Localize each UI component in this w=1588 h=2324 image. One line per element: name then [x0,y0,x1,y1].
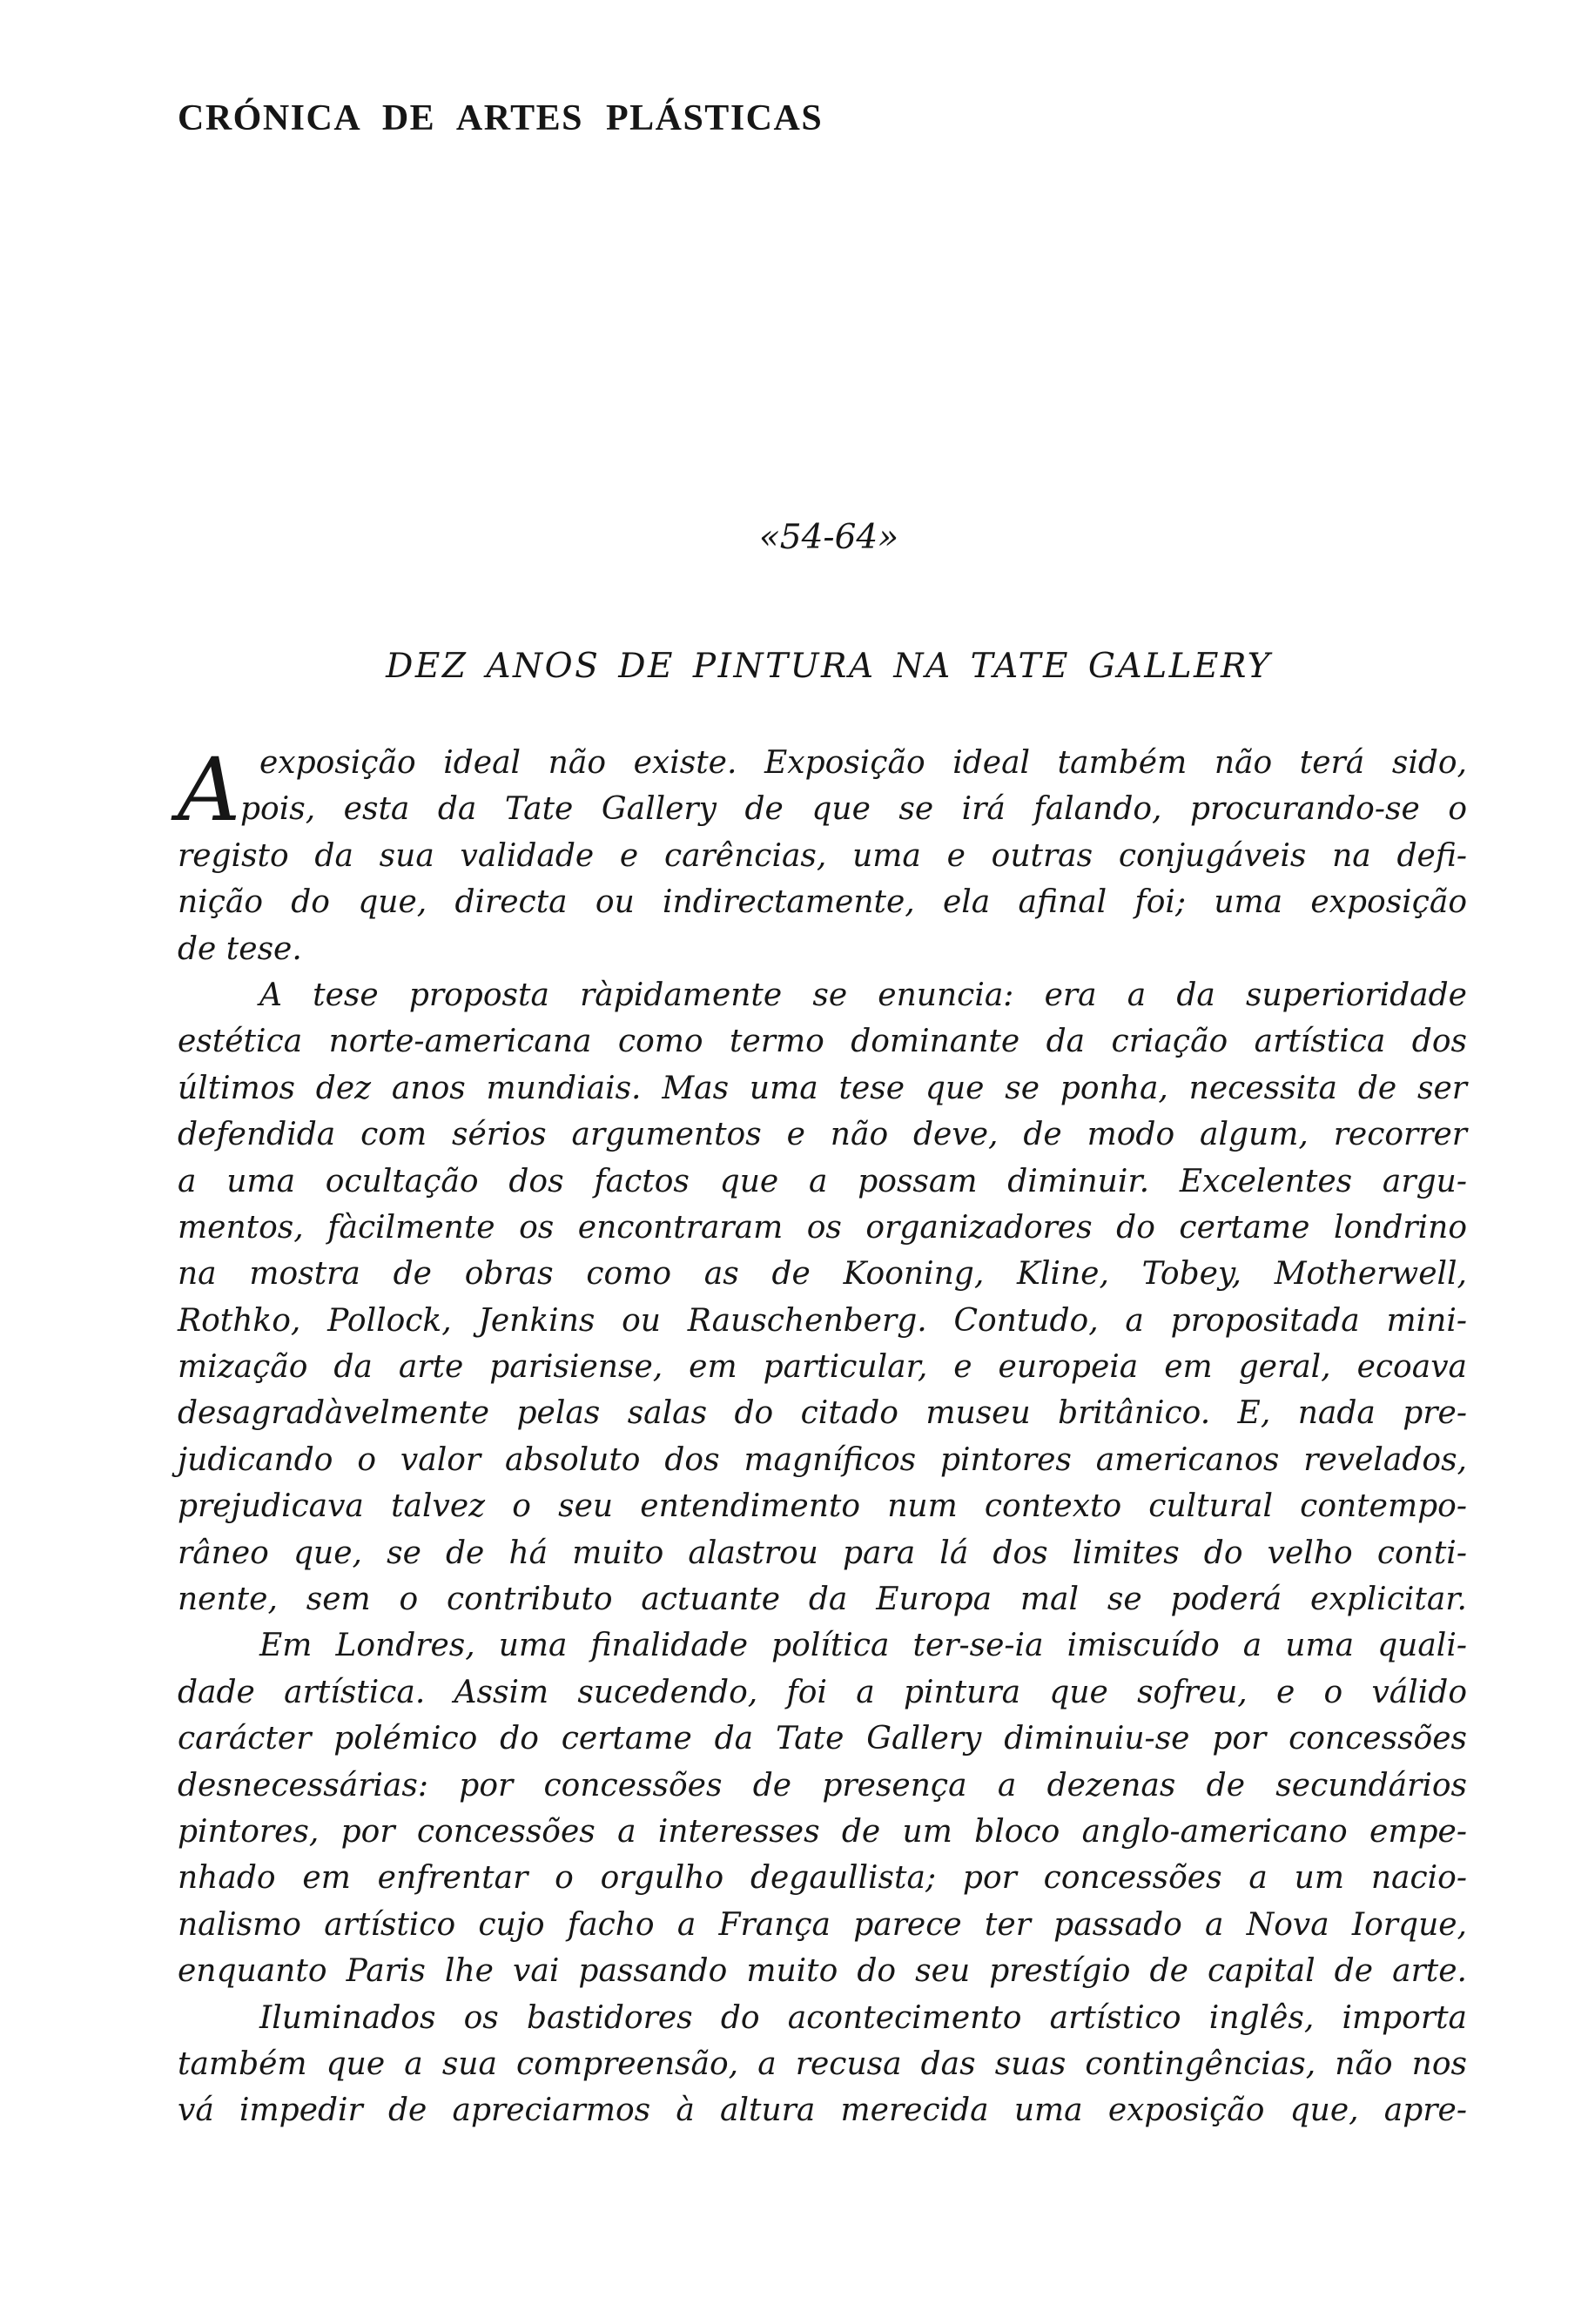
text-line: de tese. [178,930,302,967]
article-number: «54-64» [758,518,899,557]
text-line: últimos dez anos mundiais. Mas uma tese que se ponha, necessita de ser [178,1070,1467,1106]
text-line: mentos, fàcilmente os encontraram os organizadores do certame londrino [178,1209,1467,1246]
text-line: dade artística. Assim sucedendo, foi a pintura que sofreu, e o válido [178,1674,1467,1710]
text-line: Iluminados os bastidores do acontecimento artístico inglês, importa [259,1999,1467,2036]
text-line: nição do que, directa ou indirectamente, ela afinal foi; uma exposição [178,884,1467,921]
paragraph-1 [178,740,1467,972]
text-line: A tese proposta ràpidamente se enuncia: era a da superioridade [259,977,1467,1013]
text-line: carácter polémico do certame da Tate Gallery diminuiu-se por concessões [178,1721,1467,1757]
text-line: desnecessárias: por concessões de presença a dezenas de secundários [178,1767,1467,1803]
text-line: estética norte-americana como termo dominante da criação artística dos [178,1024,1467,1060]
paragraph-4 [178,1995,1467,2134]
paragraph-2 [178,972,1467,1622]
article-title: DEZ ANOS DE PINTURA NA TATE GALLERY [386,647,1272,686]
text-line: Em Londres, uma finalidade política ter-se-ia imiscuído a uma quali- [259,1628,1467,1664]
drop-cap: A [178,739,241,841]
text-line: mização da arte parisiense, em particular, e europeia em geral, ecoava [178,1349,1467,1386]
text-line: desagradàvelmente pelas salas do citado museu britânico. E, nada pre- [178,1395,1467,1432]
text-line: a uma ocultação dos factos que a possam diminuir. Excelentes argu- [178,1163,1467,1199]
text-line: judicando o valor absoluto dos magníficos pintores americanos revelados, [178,1441,1467,1478]
text-line: registo da sua validade e carências, uma e outras conjugáveis na defi- [178,837,1467,874]
text-line: nalismo artístico cujo facho a França parece ter passado a Nova Iorque, [178,1906,1467,1943]
text-line: vá impedir de apreciarmos à altura merecida uma exposição que, apre- [178,2092,1467,2129]
text-line: nente, sem o contributo actuante da Europa mal se poderá explicitar. [178,1582,1467,1618]
paragraph-3 [178,1622,1467,1994]
text-line: Rothko, Pollock, Jenkins ou Rauschenberg. Contudo, a propositada mini- [178,1302,1467,1339]
running-head: CRÓNICA DE ARTES PLÁSTICAS [178,98,824,138]
text-line: enquanto Paris lhe vai passando muito do seu prestígio de capital de arte. [178,1953,1467,1990]
text-line: prejudicava talvez o seu entendimento num contexto cultural contempo- [178,1488,1467,1525]
text-line: na mostra de obras como as de Kooning, Kline, Tobey, Motherwell, [178,1256,1467,1293]
text-line: também que a sua compreensão, a recusa das suas contingências, não nos [178,2045,1467,2082]
article-body [178,740,1467,2134]
text-line: exposição ideal não existe. Exposição ideal também não terá sido, [259,745,1467,781]
text-line: defendida com sérios argumentos e não deve, de modo algum, recorrer [178,1117,1467,1153]
text-line: nhado em enfrentar o orgulho degaullista; por concessões a um nacio- [178,1860,1467,1897]
text-line: pintores, por concessões a interesses de um bloco anglo-americano empe- [178,1813,1467,1850]
text-line: pois, esta da Tate Gallery de que se irá falando, procurando-se o [240,791,1467,828]
text-line: râneo que, se de há muito alastrou para lá dos limites do velho conti- [178,1535,1467,1571]
